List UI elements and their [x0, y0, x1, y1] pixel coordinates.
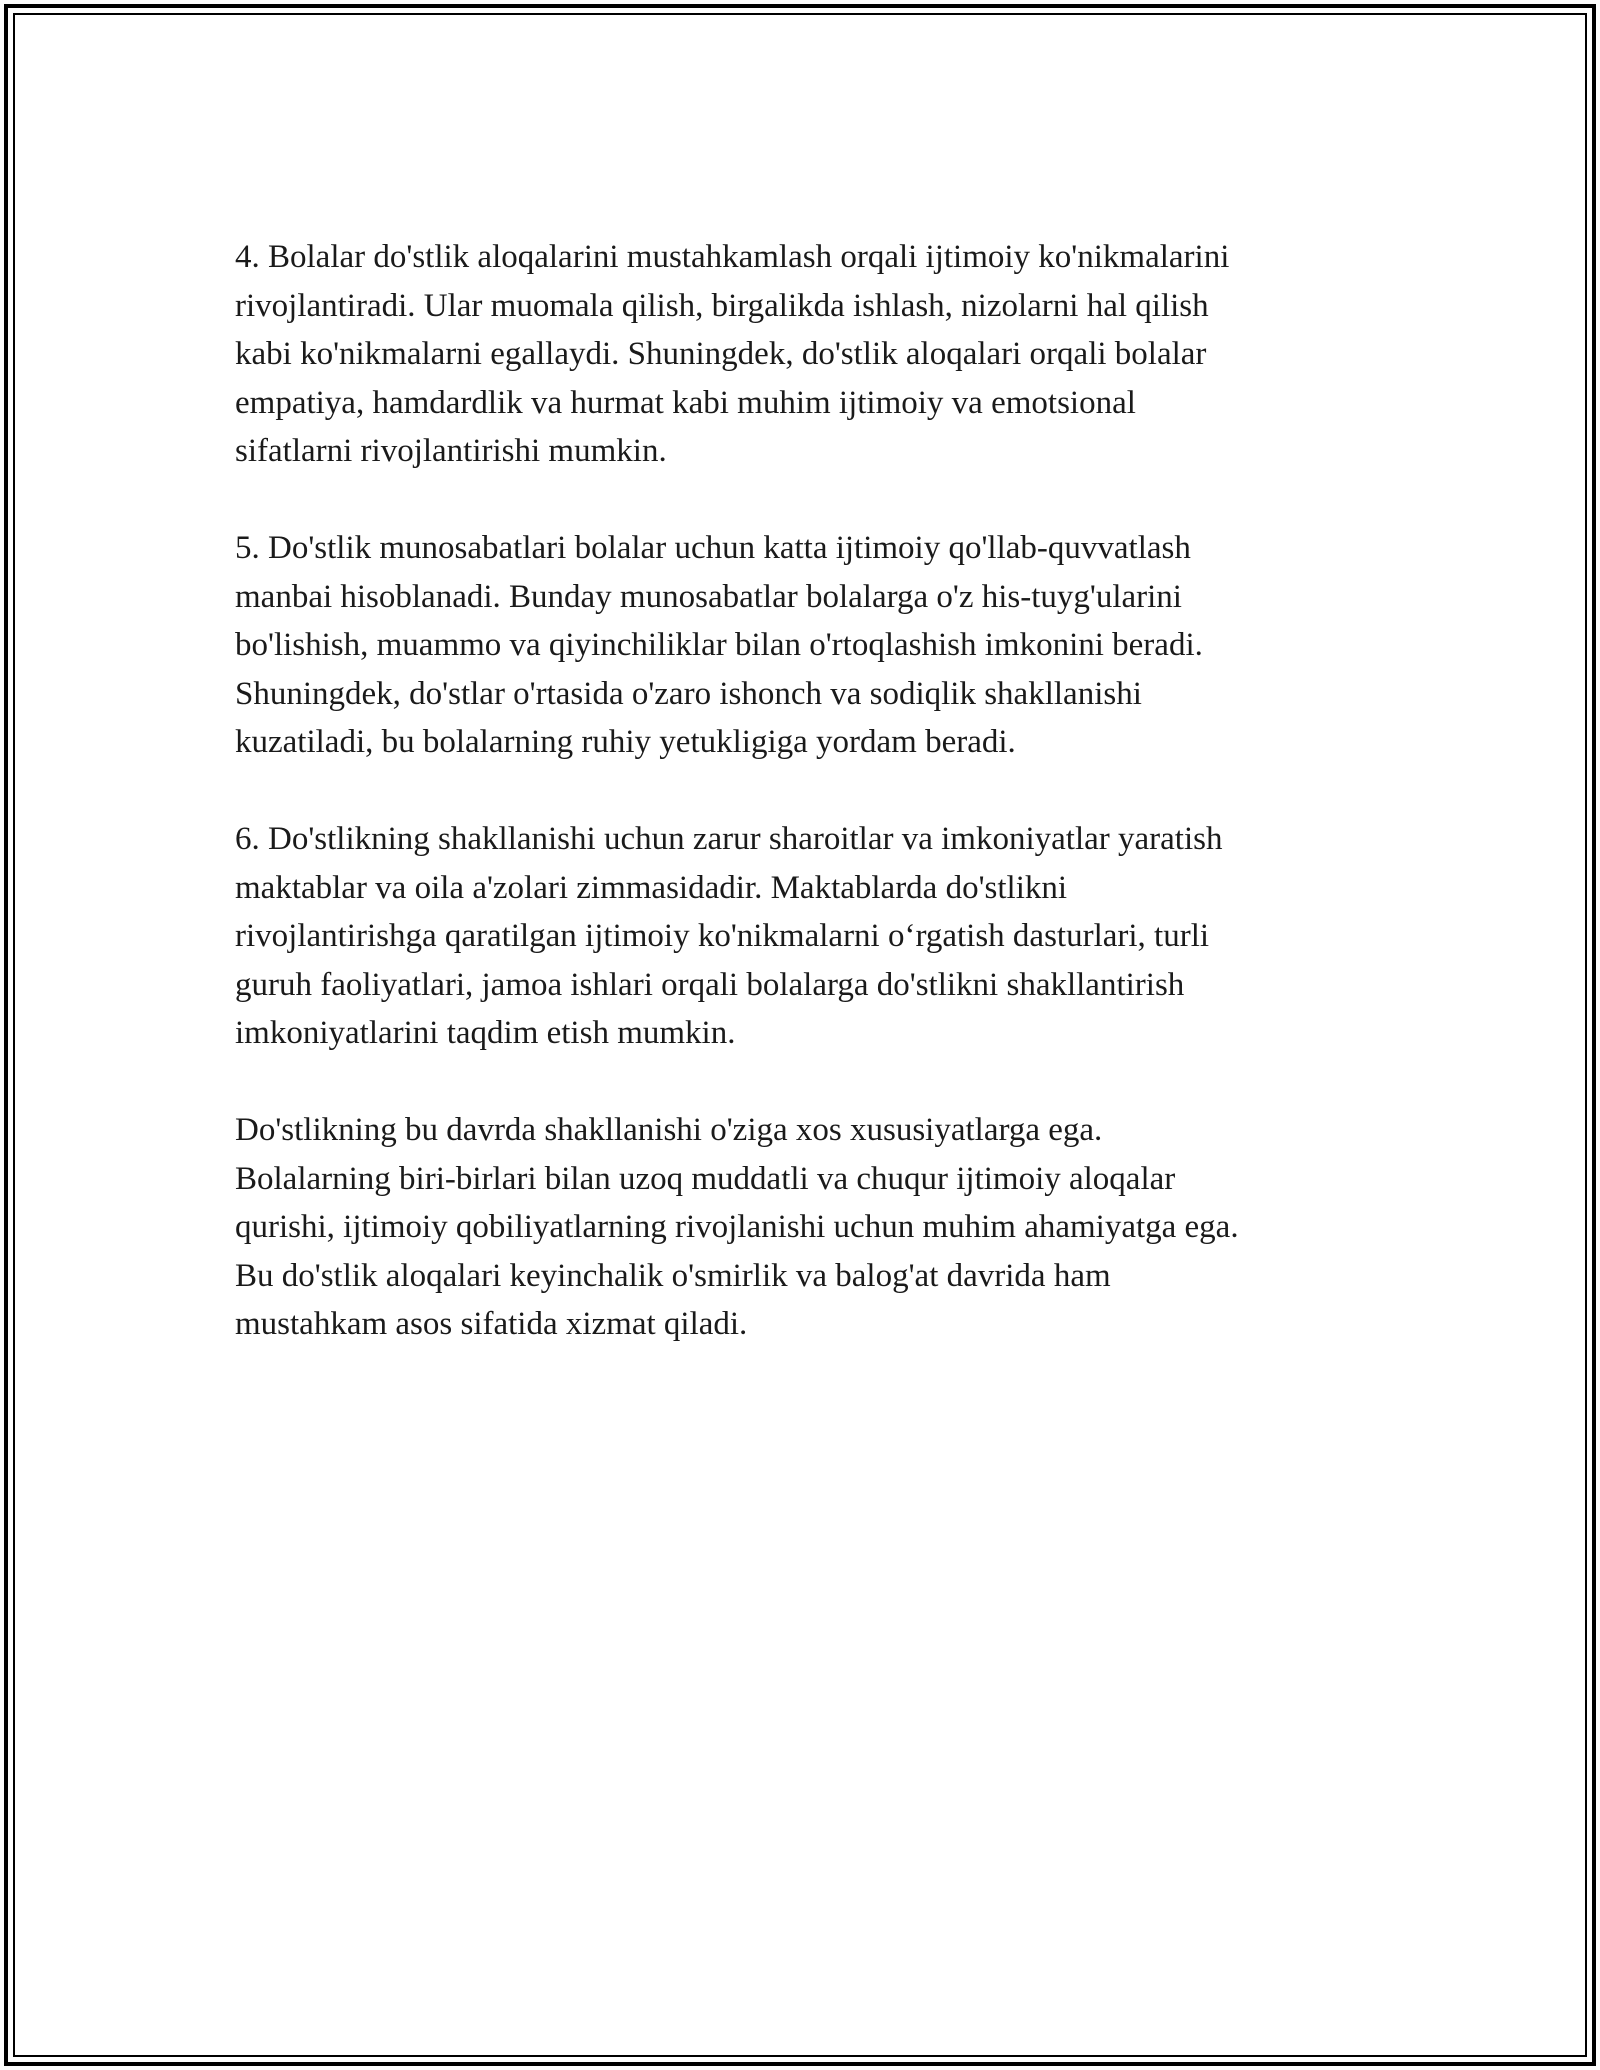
paragraph-item-4: 4. Bolalar do'stlik aloqalarini mustahkamlash orqali ijtimoiy ko'nikmalarini rivojlantiradi. Ular muomala qilish, birgalikda ishlash, nizolarni hal qilish kabi ko'nikmalarni egallaydi. Shuningdek, do'stlik aloqalari orqali bolalar empatiya, hamdardlik va hurmat kabi muhim ijtimoiy va emotsional sifatlarni rivojlantirishi mumkin. [235, 239, 1230, 469]
paragraph-item-5: 5. Do'stlik munosabatlari bolalar uchun katta ijtimoiy qo'llab-quvvatlash manbai hisoblanadi. Bunday munosabatlar bolalarga o'z his-tuyg'ularini bo'lishish, muammo va qiyinchiliklar bilan o'rtoqlashish imkonini beradi. Shuningdek, do'stlar o'rtasida o'zaro ishonch va sodiqlik shakllanishi kuzatiladi, bu bolalarning ruhiy yetukligiga yordam beradi. [235, 530, 1203, 760]
document-body [235, 233, 1365, 1397]
paragraph-conclusion: Do'stlikning bu davrda shakllanishi o'ziga xos xususiyatlarga ega. Bolalarning biri-birlari bilan uzoq muddatli va chuqur ijtimoiy aloqalar qurishi, ijtimoiy qobiliyatlarning rivojlanishi uchun muhim ahamiyatga ega. Bu do'stlik aloqalari keyinchalik o'smirlik va balog'at davrida ham mustahkam asos sifatida xizmat qiladi. [235, 1112, 1239, 1342]
paragraph-item-6: 6. Do'stlikning shakllanishi uchun zarur sharoitlar va imkoniyatlar yaratish maktablar va oila a'zolari zimmasidadir. Maktablarda do'stlikni rivojlantirishga qaratilgan ijtimoiy ko'nikmalarni o‘rgatish dasturlari, turli guruh faoliyatlari, jamoa ishlari orqali bolalarga do'stlikni shakllantirish imkoniyatlarini taqdim etish mumkin. [235, 821, 1223, 1051]
